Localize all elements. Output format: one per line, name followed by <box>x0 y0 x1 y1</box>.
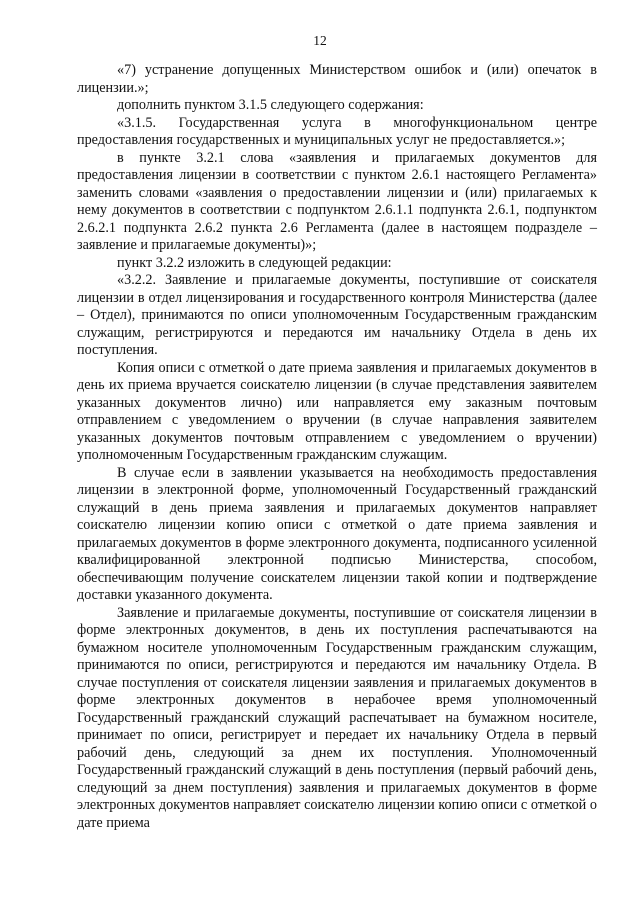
paragraph: «7) устранение допущенных Министерством ошибок и (или) опечаток в лицензии.»; <box>77 62 597 96</box>
paragraph: в пункте 3.2.1 слова «заявления и прилагаемых документов для предоставления лицензии в соответствии с пунктом 2.6.1 настоящего Регламента» заменить словами «заявления о предоставлении лицензии и (или) прилагаемых к нему документов в соответствии с подпунктом 2.6.1.1 подпункта 2.6.1, подпунктом 2.6.2.1 подпункта 2.6.2 пункта 2.6 Регламента (далее в настоящем подразделе – заявление и прилагаемые документы)»; <box>77 149 597 253</box>
paragraph: пункт 3.2.2 изложить в следующей редакции: <box>117 254 392 271</box>
document-body <box>77 62 597 832</box>
paragraph: Копия описи с отметкой о дате приема заявления и прилагаемых документов в день их приема вручается соискателю лицензии (в случае представления заявителем указанных документов лично) или направляется ему заказным почтовым отправлением с уведомлением о вручении (в случае направления заявителем указанных документов почтовым отправлением с уведомлением о вручении) уполномоченным Государственным гражданским служащим. <box>77 359 597 463</box>
paragraph: Заявление и прилагаемые документы, поступившие от соискателя лицензии в форме электронных документов, в день их поступления распечатываются на бумажном носителе уполномоченным Государственным гражданским служащим, принимаются по описи, регистрируются и передаются им начальнику Отдела. В случае поступления от соискателя лицензии заявления и прилагаемых документов в форме электронных документов в нерабочее время уполномоченный Государственный гражданский служащий распечатывает на бумажном носителе, принимает по описи, регистрирует и передает их начальнику Отдела в первый рабочий день, следующий за днем их поступления. Уполномоченный Государственный гражданский служащий в день поступления (первый рабочий день, следующий за днем поступления) заявления и прилагаемых документов в форме электронных документов направляет соискателю лицензии копию описи с отметкой о дате приема <box>77 604 597 831</box>
paragraph: «3.1.5. Государственная услуга в многофункциональном центре предоставления государственных и муниципальных услуг не предоставляется.»; <box>77 114 597 148</box>
paragraph: дополнить пунктом 3.1.5 следующего содержания: <box>117 97 424 113</box>
paragraph: «3.2.2. Заявление и прилагаемые документы, поступившие от соискателя лицензии в отдел лицензирования и государственного контроля Министерства (далее – Отдел), принимаются по описи уполномоченным Государственным гражданским служащим, регистрируются и передаются им начальнику Отдела в день их поступления. <box>77 272 597 358</box>
page-number: 12 <box>313 33 327 48</box>
paragraph: В случае если в заявлении указывается на необходимость предоставления лицензии в электронной форме, уполномоченный Государственный гражданский служащий в день приема заявления и прилагаемых документов направляет соискателю лицензии копию описи с отметкой о дате приема заявления и прилагаемых документов в форме электронного документа, подписанного усиленной квалифицированной электронной подписью Министерства, способом, обеспечивающим получение соискателем лицензии такой копии и подтверждение доставки указанного документа. <box>77 464 597 603</box>
